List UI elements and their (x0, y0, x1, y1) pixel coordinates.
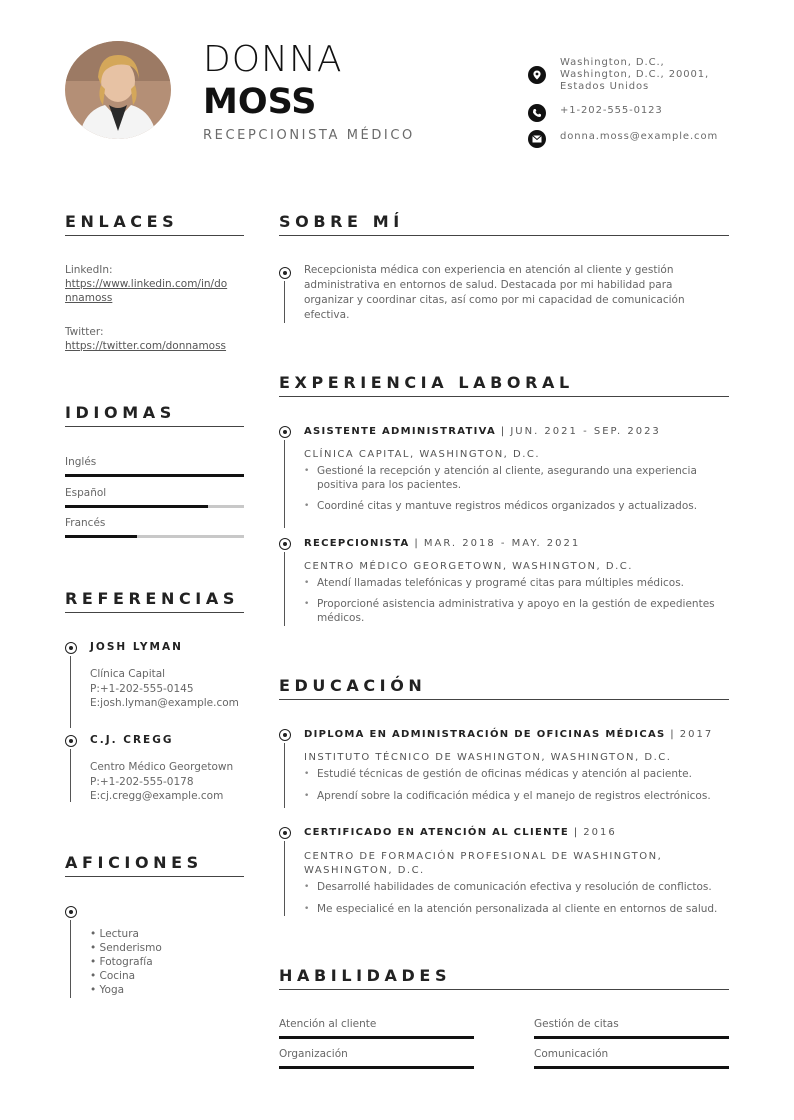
hobbies-divider (65, 876, 244, 877)
about-line: administrativa en entornos de salud. Destacada por mi habilidad para (304, 279, 673, 291)
job-date: JUN. 2021 - SEP. 2023 (510, 426, 661, 437)
address-line-2: Washington, D.C., 20001, (560, 69, 710, 80)
education-bullet: • Desarrollé habilidades de comunicación efectiva y resolución de conflictos. (304, 880, 729, 894)
job-bullet: • Proporcioné asistencia administrativa y apoyo en la gestión de expedientes médicos. (304, 597, 729, 625)
experience-divider (279, 396, 729, 397)
education-bullet: • Aprendí sobre la codificación médica y el manejo de registros electrónicos. (304, 789, 729, 803)
job-date: MAR. 2018 - MAY. 2021 (423, 538, 581, 549)
links-divider (65, 235, 244, 236)
about-line: efectiva. (304, 309, 350, 321)
about-line: Recepcionista médica con experiencia en atención al cliente y gestión (304, 264, 674, 276)
job-bullets (304, 464, 729, 513)
profile-photo (65, 41, 171, 139)
job-bullet: • Coordiné citas y mantuve registros médicos organizados y actualizados. (304, 499, 729, 513)
hobby-item: • Yoga (90, 984, 125, 996)
experience-entry-title (304, 538, 580, 549)
last-name: MOSS (203, 82, 317, 122)
timeline-line (70, 656, 71, 728)
degree-year: 2017 (679, 729, 714, 740)
education-title: EDUCACIÓN (279, 676, 427, 695)
timeline-bullet-icon (279, 267, 291, 279)
hobby-item: • Senderismo (90, 942, 162, 954)
timeline-line (70, 920, 71, 998)
skill-bar (279, 1066, 474, 1069)
timeline-bullet-icon (65, 735, 77, 747)
references-title: REFERENCIAS (65, 589, 239, 608)
degree-name: DIPLOMA EN ADMINISTRACIÓN DE OFICINAS MÉDICAS (304, 729, 666, 740)
education-bullet: • Me especialicé en la atención personalizada al cliente en entornos de salud. (304, 902, 729, 916)
hobbies-title: AFICIONES (65, 853, 203, 872)
skill-bar (534, 1036, 729, 1039)
map-pin-icon (528, 66, 546, 84)
skill-label: Organización (279, 1048, 348, 1060)
school-name-line: CENTRO DE FORMACIÓN PROFESIONAL DE WASHINGTON, (304, 851, 663, 862)
language-label: Inglés (65, 456, 97, 468)
experience-entry-title (304, 426, 661, 437)
reference-phone: P:+1-202-555-0178 (90, 775, 194, 788)
timeline-line (284, 743, 285, 808)
education-bullets (304, 880, 729, 916)
language-level (65, 535, 137, 538)
timeline-bullet-icon (65, 642, 77, 654)
linkedin-block (65, 263, 245, 305)
job-bullets (304, 576, 729, 625)
phone-icon (528, 104, 546, 122)
linkedin-link-cont[interactable]: nnamoss (65, 292, 113, 304)
education-entry-title (304, 729, 713, 740)
twitter-label: Twitter: (65, 326, 104, 338)
language-label: Español (65, 487, 107, 499)
about-divider (279, 235, 729, 236)
school-name (304, 850, 662, 878)
hobby-item: • Lectura (90, 928, 139, 940)
school-name: INSTITUTO TÉCNICO DE WASHINGTON, WASHINGTON, D.C. (304, 752, 672, 763)
timeline-line (284, 440, 285, 528)
separator: | (500, 426, 506, 437)
job-bullet: • Atendí llamadas telefónicas y programé citas para múltiples médicos. (304, 576, 729, 590)
phone: +1-202-555-0123 (560, 105, 663, 116)
language-bar (65, 474, 244, 477)
experience-title: EXPERIENCIA LABORAL (279, 373, 574, 392)
timeline-line (284, 841, 285, 916)
envelope-icon (528, 130, 546, 148)
timeline-bullet-icon (279, 827, 291, 839)
skill-label: Atención al cliente (279, 1018, 377, 1030)
job-employer: CLÍNICA CAPITAL, WASHINGTON, D.C. (304, 449, 541, 460)
about-line: organizar y coordinar citas, así como por mi capacidad de comunicación (304, 294, 685, 306)
twitter-link[interactable]: https://twitter.com/donnamoss (65, 340, 227, 352)
hobby-item: • Cocina (90, 970, 136, 982)
languages-divider (65, 426, 244, 427)
skills-divider (279, 989, 729, 990)
job-title: RECEPCIONISTA MÉDICO (203, 128, 415, 143)
school-name-line: WASHINGTON, D.C. (304, 865, 425, 876)
hobby-item: • Fotografía (90, 956, 153, 968)
job-bullet: • Gestioné la recepción y atención al cliente, asegurando una experiencia positiva para los pacientes. (304, 464, 729, 492)
timeline-bullet-icon (65, 906, 77, 918)
education-bullets (304, 767, 729, 803)
reference-name: C.J. CREGG (90, 734, 174, 746)
languages-title: IDIOMAS (65, 403, 176, 422)
separator: | (573, 827, 579, 838)
education-bullet: • Estudié técnicas de gestión de oficinas médicas y atención al paciente. (304, 767, 729, 781)
reference-email: E:cj.cregg@example.com (90, 790, 224, 802)
job-employer: CENTRO MÉDICO GEORGETOWN, WASHINGTON, D.C. (304, 561, 633, 572)
address-line-3: Estados Unidos (560, 81, 650, 92)
language-level (65, 474, 244, 477)
language-level (65, 505, 208, 508)
skill-bar (534, 1066, 729, 1069)
about-text (304, 263, 729, 323)
timeline-line (284, 552, 285, 626)
references-divider (65, 612, 244, 613)
language-bar (65, 505, 244, 508)
language-label: Francés (65, 517, 106, 529)
timeline-bullet-icon (279, 426, 291, 438)
job-role: ASISTENTE ADMINISTRATIVA (304, 426, 497, 437)
skills-title: HABILIDADES (279, 966, 452, 985)
language-bar (65, 535, 244, 538)
reference-details (90, 760, 233, 804)
hobbies-list (90, 927, 162, 997)
skill-label: Gestión de citas (534, 1018, 619, 1030)
reference-email: E:josh.lyman@example.com (90, 697, 239, 709)
degree-year: 2016 (583, 827, 617, 838)
about-title: SOBRE MÍ (279, 212, 404, 231)
education-divider (279, 699, 729, 700)
education-entry-title (304, 827, 617, 838)
address-line-1: Washington, D.C., (560, 57, 665, 68)
address (560, 57, 709, 93)
timeline-line (70, 749, 71, 802)
reference-name: JOSH LYMAN (90, 641, 183, 653)
timeline-bullet-icon (279, 729, 291, 741)
portrait-photo (65, 41, 171, 139)
reference-org: Centro Médico Georgetown (90, 761, 234, 773)
reference-phone: P:+1-202-555-0145 (90, 682, 194, 695)
reference-org: Clínica Capital (90, 668, 166, 680)
separator: | (414, 538, 420, 549)
twitter-block (65, 325, 245, 353)
first-name: DONNA (203, 39, 343, 80)
separator: | (670, 729, 675, 740)
linkedin-link[interactable]: https://www.linkedin.com/in/do (65, 278, 228, 290)
reference-details (90, 667, 239, 711)
email: donna.moss@example.com (560, 131, 719, 142)
timeline-bullet-icon (279, 538, 291, 550)
linkedin-label: LinkedIn: (65, 264, 113, 276)
skill-bar (279, 1036, 474, 1039)
timeline-line (284, 281, 285, 323)
skill-label: Comunicación (534, 1048, 609, 1060)
degree-name: CERTIFICADO EN ATENCIÓN AL CLIENTE (304, 827, 570, 838)
links-title: ENLACES (65, 212, 179, 231)
job-role: RECEPCIONISTA (304, 538, 410, 549)
